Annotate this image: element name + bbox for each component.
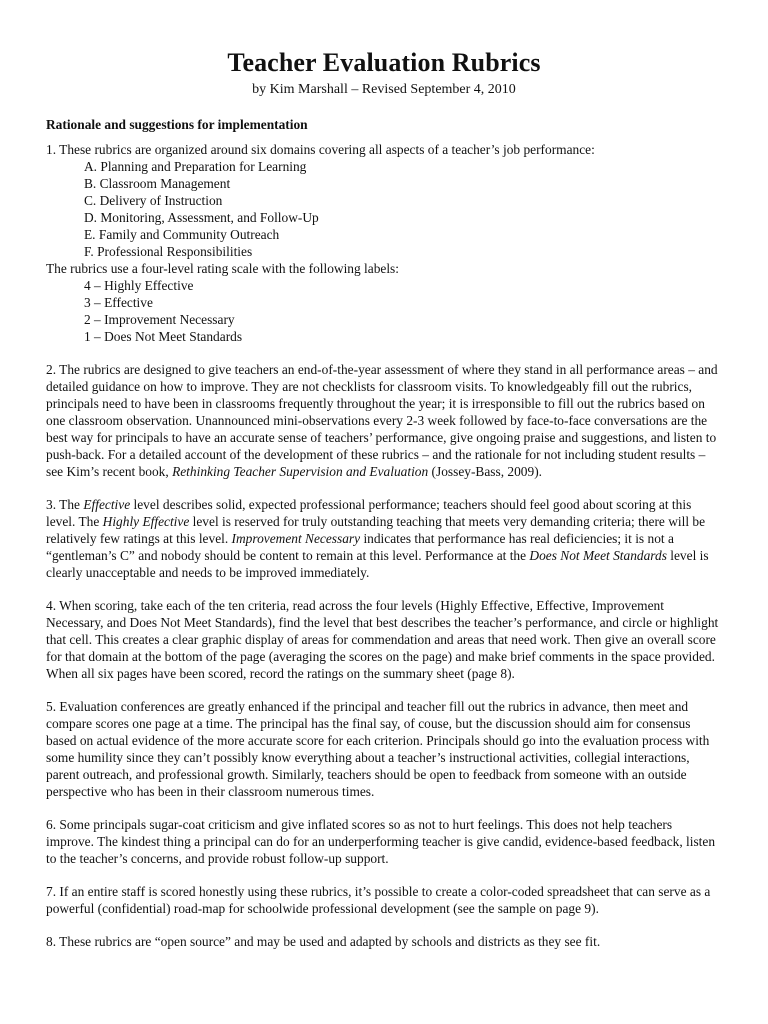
paragraph-6: 6. Some principals sugar-coat criticism and give inflated scores so as not to hurt feelings. This does not help teachers improve. The kindest thing a principal can do for an underperforming teacher is give candid, evidence-based feedback, listen to the teacher’s concerns, and provide robust follow-up support. bbox=[46, 817, 716, 866]
scale-intro: The rubrics use a four-level rating scale with the following labels: bbox=[46, 261, 399, 276]
paragraph-5: 5. Evaluation conferences are greatly enhanced if the principal and teacher fill out the rubrics in advance, then meet and compare scores one page at a time. The principal has the final say, of couse, but the discussion should aim for consensus based on actual evidence of the more accurate score for each criterion. Principals should go into the evaluation process with some humility since they can’t possibly know everything about a teacher’s instructional activities, collegial interactions, parent outreach, and professional growth. Similarly, teachers should be open to feedback from someone with an outside perspective who has been in their classroom numerous times. bbox=[46, 699, 710, 799]
section-heading: Rationale and suggestions for implementation bbox=[46, 117, 308, 132]
domain-item: B. Classroom Management bbox=[84, 176, 231, 191]
paragraph-4: 4. When scoring, take each of the ten criteria, read across the four levels (Highly Effective, Effective, Improvement Necessary, and Does Not Meet Standards), find the level that best describes the teacher’s performance, and circle or highlight that cell. This creates a clear graphic display of areas for commendation and areas that need work. Then give an overall score for that domain at the bottom of the page (averaging the scores on the page) and make brief comments in the space provided. When all six pages have been scored, record the ratings on the summary sheet (page 8). bbox=[46, 598, 719, 681]
document-title: Teacher Evaluation Rubrics bbox=[227, 48, 541, 77]
term-effective: Effective bbox=[83, 497, 131, 512]
paragraph-2-tail: (Jossey-Bass, 2009). bbox=[428, 464, 543, 479]
paragraph-2-text: 2. The rubrics are designed to give teachers an end-of-the-year assessment of where they stand in all performance areas – and detailed guidance on how to improve. They are not checklists for classroom visits. To knowledgeably fill out the rubrics, principals need to have been in classrooms frequently throughout the year; it is irresponsible to fill out the rubrics based on one classroom observation. Unannounced mini-observations every 2-3 week followed by face-to-face conversations are the best way for principals to have an accurate sense of teachers’ performance, give ongoing praise and suggestions, and listen to push-back. For a detailed account of the development of these rubrics – and the rationale for not including student results – see Kim’s recent book, bbox=[46, 362, 718, 479]
paragraph-3-d: indicates that performance has real deficiencies; it is not a “gentleman’s C” and nobody should be content to remain at this level. Performance at the bbox=[46, 531, 674, 563]
book-title: Rethinking Teacher Supervision and Evaluation bbox=[172, 464, 429, 479]
paragraph-3-a: 3. The bbox=[46, 497, 84, 512]
domain-item: F. Professional Responsibilities bbox=[84, 244, 253, 259]
level-item: 3 – Effective bbox=[84, 295, 153, 310]
paragraph-3 bbox=[46, 496, 722, 581]
paragraph-8: 8. These rubrics are “open source” and may be used and adapted by schools and districts as they see fit. bbox=[46, 934, 601, 949]
term-highly-effective: Highly Effective bbox=[102, 514, 190, 529]
term-improvement-necessary: Improvement Necessary bbox=[231, 531, 361, 546]
document-page bbox=[46, 48, 722, 966]
paragraph-2 bbox=[46, 361, 722, 480]
level-item: 1 – Does Not Meet Standards bbox=[84, 329, 243, 344]
level-list bbox=[46, 277, 722, 345]
paragraph-3-b: level describes solid, expected professional performance; teachers should feel good about scoring at this level. The bbox=[46, 497, 692, 529]
domain-item: E. Family and Community Outreach bbox=[84, 227, 280, 242]
domain-list bbox=[46, 158, 722, 260]
term-does-not-meet: Does Not Meet Standards bbox=[529, 548, 667, 563]
paragraph-3-e: level is clearly unacceptable and needs to be improved immediately. bbox=[46, 548, 709, 580]
paragraph-7: 7. If an entire staff is scored honestly using these rubrics, it’s possible to create a color-coded spreadsheet that can serve as a powerful (confidential) road-map for schoolwide professional development (see the sample on page 9). bbox=[46, 884, 711, 916]
level-item: 2 – Improvement Necessary bbox=[84, 312, 235, 327]
domain-item: A. Planning and Preparation for Learning bbox=[84, 159, 307, 174]
paragraph-1-intro: 1. These rubrics are organized around six domains covering all aspects of a teacher’s job performance: bbox=[46, 142, 595, 157]
level-item: 4 – Highly Effective bbox=[84, 278, 194, 293]
domain-item: C. Delivery of Instruction bbox=[84, 193, 223, 208]
paragraph-3-c: level is reserved for truly outstanding teaching that meets very demanding criteria; there will be relatively few ratings at this level. bbox=[46, 514, 706, 546]
byline: by Kim Marshall – Revised September 4, 2010 bbox=[252, 82, 516, 97]
domain-item: D. Monitoring, Assessment, and Follow-Up bbox=[84, 210, 319, 225]
